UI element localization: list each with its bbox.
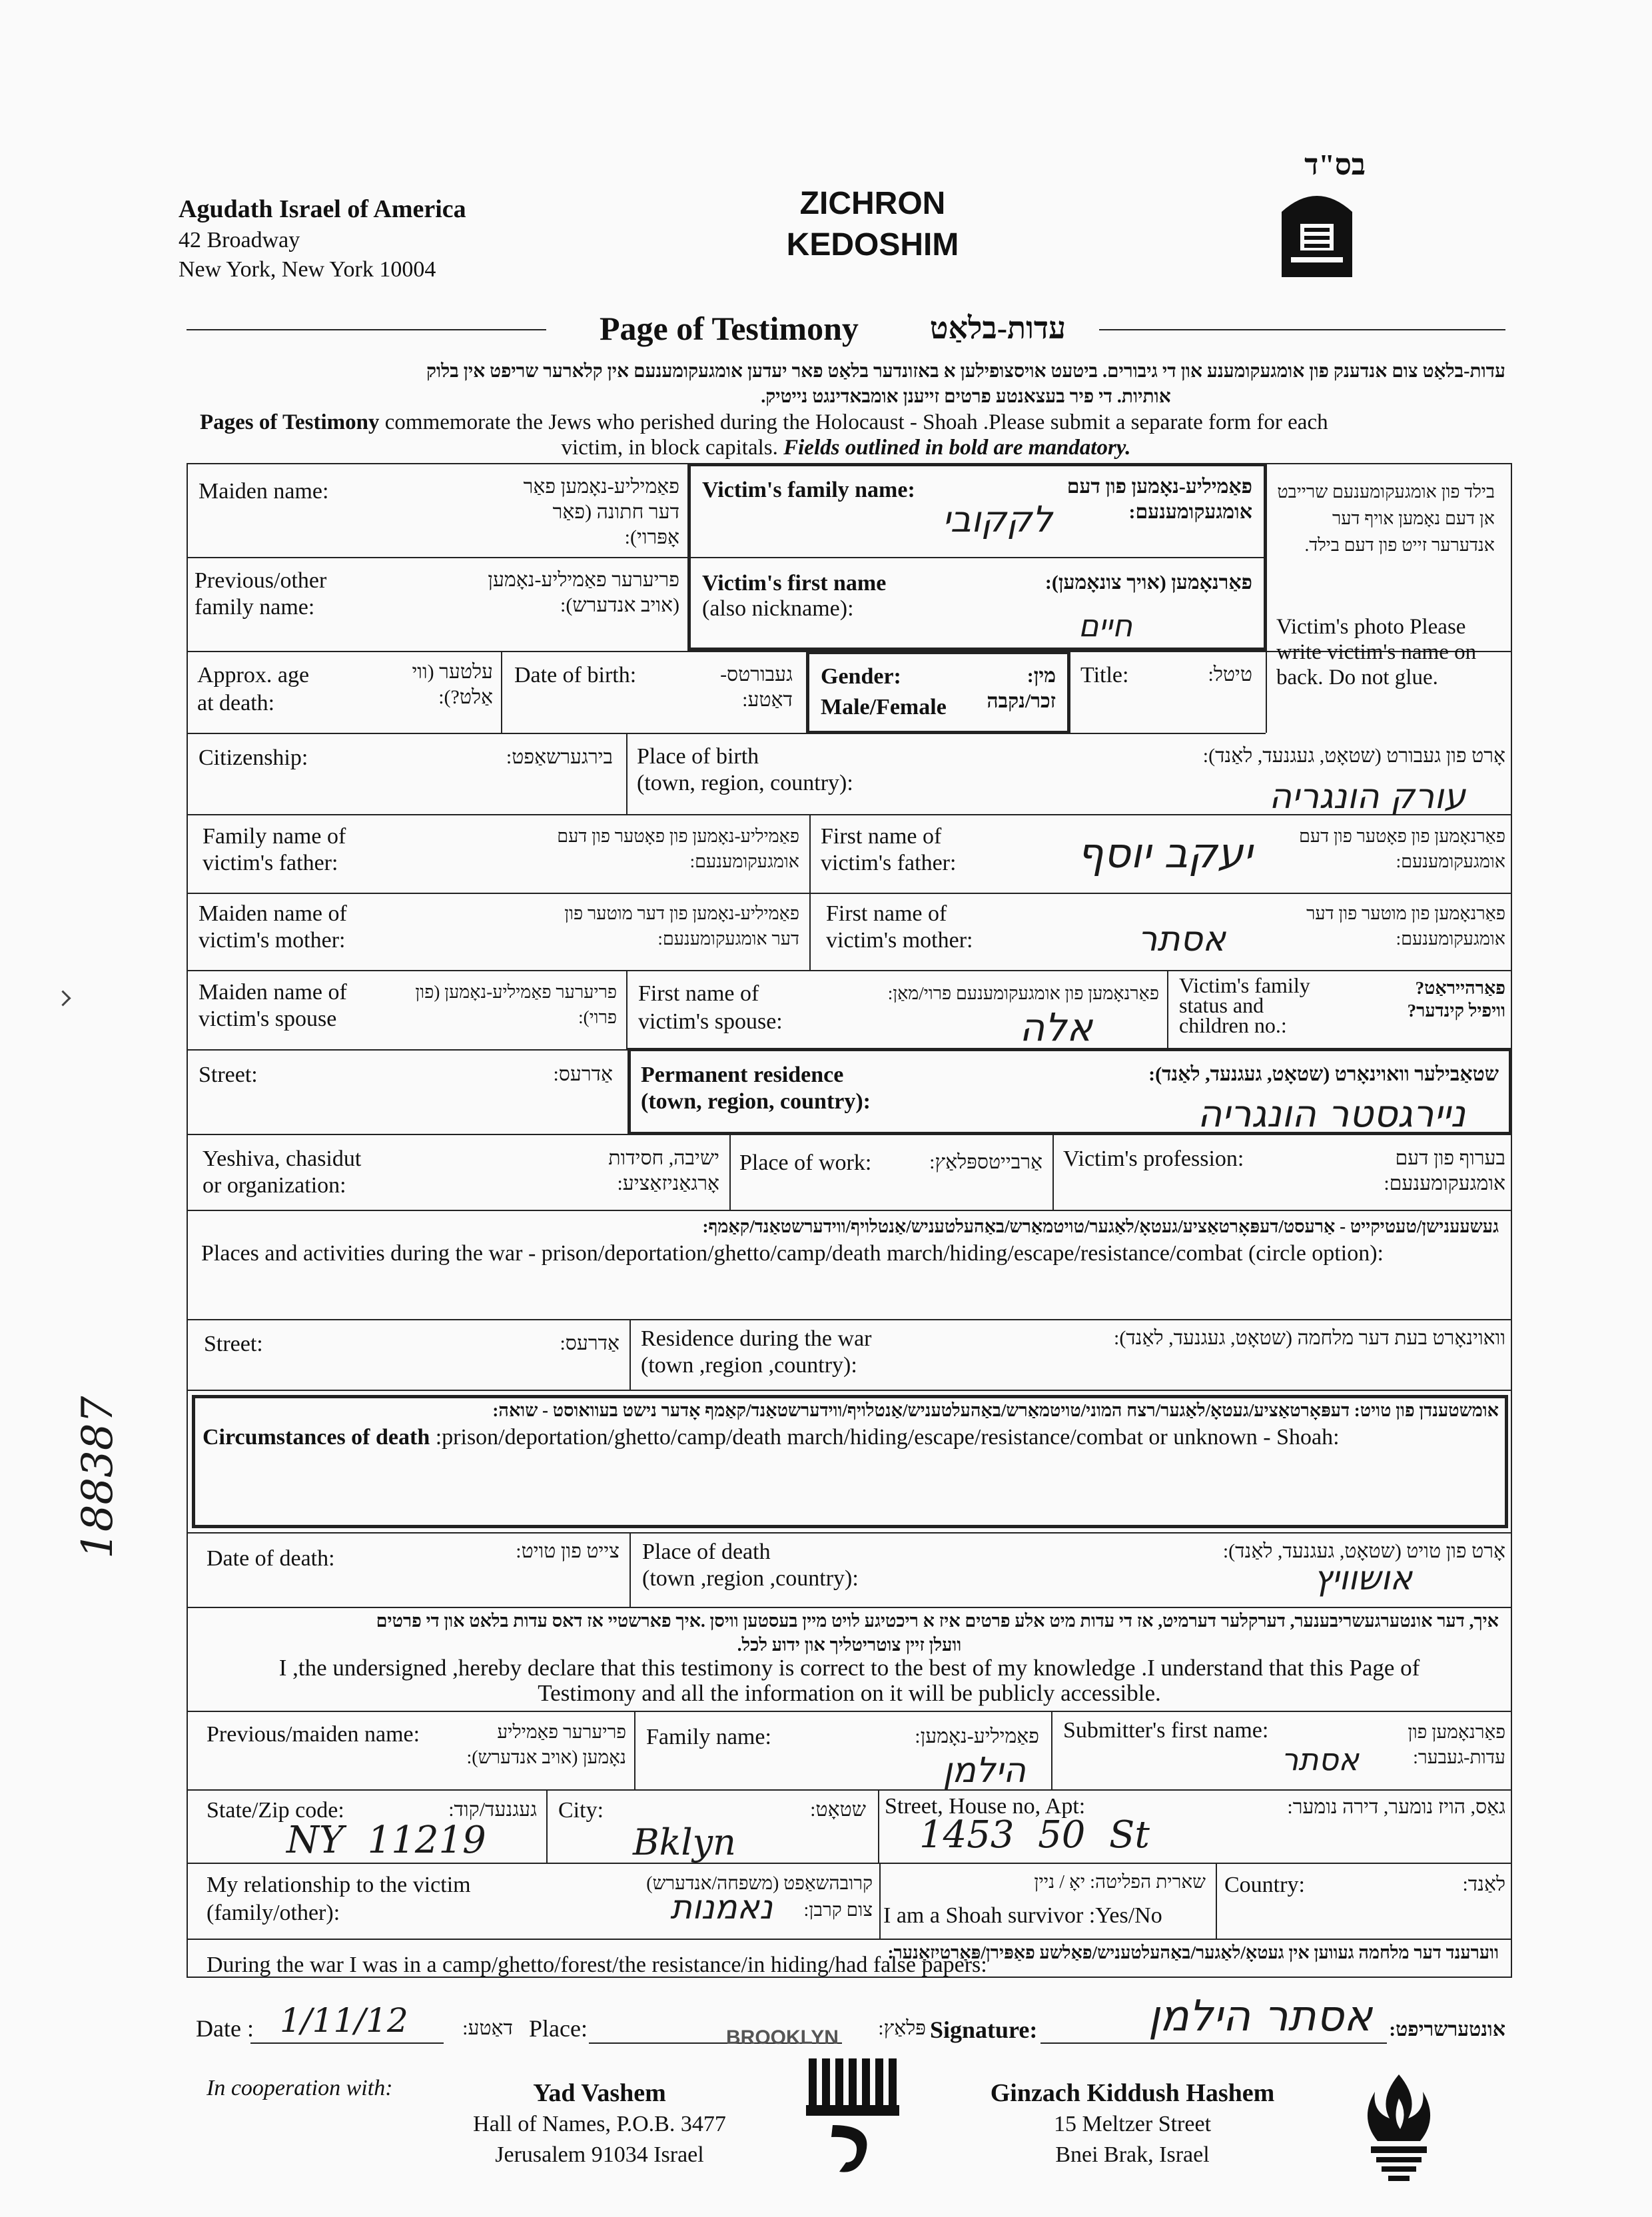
ginzach-flame-logo [1359, 2072, 1439, 2185]
row16-div-2 [878, 1789, 879, 1863]
victim-first-name-label-1: Victim's first name [702, 571, 887, 596]
intro-yiddish-1: עדות-בלאַט צום אנדענק פון אומגעקומענע און די גיבורים. ביטעט אויסצופילען א באזונדער בלאַט פאר יעדען אומגעקומענעם אין קלארער שריפט אין בלוק [426, 361, 1505, 382]
war-residence-label-2: (town ,region ,country): [641, 1353, 857, 1378]
place-death-label-2: (town ,region ,country): [642, 1566, 859, 1591]
citizenship-label: Citizenship: [199, 745, 308, 770]
place-of-birth-label-yi: אָרט פון געבורט (שטאָט, געגנעד, לאַנד): [1202, 745, 1505, 767]
age-label-yi: עלטער (ווי אַלט?): [412, 661, 493, 708]
signature-line [1040, 2042, 1387, 2044]
family-status-yi-2: וויפיל קינדער? [1407, 1001, 1505, 1021]
work-place-label-yi: אַרבייטספּלאַץ: [929, 1151, 1042, 1173]
city-label-yi: שטאָט: [810, 1799, 866, 1821]
family-status-yi-1: פאַרהייראַט? [1415, 978, 1505, 998]
row6-bottom [187, 970, 1512, 971]
previous-family-name-label-yi: פריערער פאַמיליע-נאָמען (אויב אנדערש): [488, 569, 679, 616]
row16-div-1 [546, 1789, 548, 1863]
row17-bottom [187, 1939, 1512, 1940]
father-family-label-yi: פאַמיליע-נאָמען פון פאָטער פון דעם אומגעקומענעם: [557, 826, 799, 871]
sub-street-label: Street, House no, Apt: [885, 1794, 1086, 1819]
date-value[interactable]: 1/11/12 [280, 2001, 408, 2040]
submitter-family-name-value[interactable]: הילמן [943, 1751, 1026, 1791]
perm-street-label-yi: אַדרעס: [553, 1063, 613, 1085]
margin-tick [55, 990, 71, 1006]
family-status-label [1179, 975, 1310, 1035]
survivor-label-yi: שארית הפליטה: יאָ / ניין [1034, 1872, 1206, 1893]
submitter-first-yi-1: פאַרנאָמען פון [1408, 1722, 1505, 1743]
victim-first-name-value[interactable]: חיים [1078, 608, 1132, 644]
country-label-yi: לאַנד: [1462, 1873, 1505, 1895]
dob-label: Date of birth: [514, 663, 637, 687]
declaration-en-2: Testimony and all the information on it will be publicly accessible. [538, 1680, 1161, 1706]
war-places-label: Places and activities during the war - prison/deportation/ghetto/camp/death march/hiding/escape/resistance/combat (circle option): [201, 1241, 1384, 1266]
ginzach-address-1: 15 Meltzer Street [1053, 2112, 1212, 2136]
row14-bottom [187, 1711, 1512, 1712]
row15-div-2 [1051, 1711, 1052, 1789]
title-label-yi: טיטל: [1208, 664, 1252, 685]
row5-div [809, 814, 811, 893]
relationship-label-1: My relationship to the victim [206, 1873, 471, 1897]
yad-vashem-name: Yad Vashem [533, 2079, 666, 2107]
org-name: Agudath Israel of America [179, 195, 466, 223]
war-places-label-yi: געשעענישן/טעטיקייט - אַרעסט/דעפּאָרטאַציע/געטאָ/לאַגער/טויטמאַרש/באַהעלטעניש/אַנטלויף/ווידערשטאַנד/קאַמף: [702, 1216, 1499, 1236]
city-value[interactable]: Bklyn [633, 1821, 736, 1863]
place-death-value[interactable]: אושוויץ [1314, 1559, 1412, 1597]
state-zip-label-yi: געגנעד/קוד: [448, 1799, 537, 1821]
father-first-label-2: victim's father: [821, 851, 957, 875]
page-title-yiddish: עדות-בלאַט [929, 311, 1066, 345]
row17-div-1 [879, 1863, 881, 1939]
perm-residence-label-2: (town, region, country): [641, 1089, 871, 1114]
date-death-label: Date of death: [206, 1546, 335, 1571]
gender-label-1: Gender: [821, 664, 901, 689]
during-war-label: During the war I was in a camp/ghetto/forest/the resistance/in hiding/had false papers: [206, 1953, 987, 1977]
submitter-first-name-label: Submitter's first name: [1063, 1718, 1269, 1743]
submitter-first-yi-2: עדות-געבער: [1413, 1747, 1505, 1768]
declaration-yi-2: וועלן זיין צוטריטליך און ידוע לכל. [737, 1635, 962, 1655]
family-status-label-3: children no.: [1179, 1013, 1287, 1037]
ginzach-address-2: Bnei Brak, Israel [1055, 2142, 1210, 2167]
age-label-2: at death: [197, 691, 275, 715]
gender-label-yi: מין: זכר/נקבה [987, 665, 1056, 712]
yad-vashem-address-2: Jerusalem 91034 Israel [495, 2142, 704, 2167]
row13-top [187, 1532, 1512, 1534]
row17-div-2 [1216, 1863, 1217, 1939]
yad-vashem-address-1: Hall of Names, P.O.B. 3477 [473, 2112, 726, 2136]
declaration-en-1: I ,the undersigned ,hereby declare that this testimony is correct to the best of my knowledge .I understand that this Page of [278, 1655, 1420, 1681]
perm-residence-label-yi: שטאַבילער וואוינאָרט (שטאָט, געגנעד, לאַנד): [1148, 1063, 1499, 1085]
place-label: Place: [529, 2015, 588, 2042]
mother-first-label-2: victim's mother: [826, 928, 973, 953]
declaration-yi-1: איך, דער אונטערגעשריבענער, דערקלער דערמיט, אז די עדות מיט אלע פרטים איז א ריכטיגע לויט מיין בעסטען וויסן .איך פארשטיי אז דאס עדות בלאט און די פרטים [376, 1611, 1499, 1631]
yeshiva-label-yi: ישיבה, חסידות אָרגאַניזאַציע: [608, 1147, 719, 1194]
survivor-label[interactable]: I am a Shoah survivor :Yes/No [883, 1903, 1162, 1928]
place-death-label-1: Place of death [642, 1540, 771, 1564]
mother-first-label-1: First name of [826, 901, 947, 926]
war-street-label: Street: [204, 1332, 263, 1356]
mother-first-value[interactable]: אסתר [1137, 919, 1226, 959]
photo-divider-2 [1266, 651, 1267, 733]
margin-archive-number: 188387 [73, 1396, 123, 1559]
state-zip-value[interactable]: NY 11219 [286, 1819, 486, 1862]
submitter-prev-yi-1: פריערער פאַמיליע [497, 1722, 626, 1743]
submitter-prev-name-label: Previous/maiden name: [206, 1722, 420, 1747]
date-label: Date : [196, 2015, 254, 2042]
mother-maiden-label-yi: פאַמיליע-נאָמען פון דער מוטער פון דער אומגעקומענעם: [564, 903, 799, 949]
work-place-label: Place of work: [739, 1150, 872, 1175]
dob-label-yi: געבורטס- דאַטע: [720, 664, 793, 711]
family-status-label-2: status and [1179, 993, 1264, 1017]
org-address-line-1: 42 Broadway [179, 228, 300, 252]
row9-bottom [187, 1210, 1512, 1211]
date-label-yi: דאַטע: [462, 2017, 513, 2039]
relationship-yi-1: קרובהשאַפט (משפחה/אנדערש) [646, 1873, 873, 1894]
war-residence-label-1: Residence during the war [641, 1326, 872, 1351]
row11-div [629, 1319, 631, 1390]
circumstances-label-yi: אומשטענדן פון טויט: דעפּאָרטאַציע/געטאָ/לאַגער/רצח המוני/טויטמאַרש/באַהעלטעניש/אַנטלויף/ווידערשטאַנד/קאַמף אָדער נישט בעוואוסט - שואה: [492, 1400, 1499, 1420]
profession-label: Victim's profession: [1063, 1146, 1244, 1171]
previous-family-name-label-2: family name: [195, 595, 315, 620]
place-of-birth-label-1: Place of birth [637, 744, 759, 769]
relationship-yi-2: צום קרבן: [803, 1900, 873, 1921]
father-first-label-yi: פאַרנאָמען פון פאָטער פון דעם אומגעקומענעם: [1299, 826, 1505, 871]
signature-value[interactable]: אסתר הילמן [1148, 1992, 1372, 2041]
submitter-first-name-label-yi [1372, 1720, 1505, 1771]
place-death-label-yi: אָרט פון טויט (שטאָט, געגנעד, לאַנד): [1222, 1540, 1505, 1562]
citizenship-label-yi: בירגערשאַפט: [506, 746, 613, 768]
title-rule-left [187, 329, 546, 330]
row15-bottom [187, 1789, 1512, 1791]
signature-label: Signature: [930, 2016, 1038, 2043]
date-line [250, 2042, 444, 2044]
program-title-2: KEDOSHIM [786, 227, 959, 262]
submitter-prev-yi-2: נאָמען (אויב אנדערש): [466, 1747, 626, 1768]
row7-div-2 [1167, 970, 1168, 1049]
date-death-label-yi: צייט פון טויט: [516, 1540, 620, 1562]
row16-bottom [187, 1863, 1512, 1864]
photo-instructions: Victim's photo Please write victim's name on back. Do not glue. [1276, 615, 1477, 689]
gender-label-2: Male/Female [821, 695, 947, 719]
intro-mandatory: Fields outlined in bold are mandatory. [783, 436, 1131, 460]
title-label: Title: [1080, 663, 1129, 687]
spouse-first-label-yi: פאַרנאָמען פון אומגעקומענעם פרוי/מאַן: [887, 983, 1159, 1003]
row7-div-1 [626, 970, 627, 1049]
spouse-first-label-2: victim's spouse: [638, 1009, 783, 1034]
family-status-label-1: Victim's family [1179, 973, 1310, 997]
mother-maiden-label-1: Maiden name of [199, 901, 347, 926]
sub-street-label-yi: גאַס, הויז נומער, דירה נומער: [1287, 1796, 1505, 1818]
row10-bottom [187, 1319, 1512, 1320]
war-residence-label-yi: וואוינאָרט בעת דער מלחמה (שטאָט, געגנעד, לאַנד): [1114, 1327, 1505, 1349]
intro-text-2: victim, in block capitals. [561, 436, 784, 460]
father-family-label-1: Family name of [203, 824, 346, 849]
photo-instructions-yi: בילד פון אומגעקומענעם שרייבט אן דעם נאָמען אויף דער אנדערער זייט פון דעם בילד. [1277, 482, 1495, 555]
previous-family-name-label-1: Previous/other [195, 568, 327, 593]
victim-family-name-value[interactable]: לקקובי [942, 498, 1052, 540]
perm-street-label: Street: [199, 1063, 258, 1087]
maiden-name-label: Maiden name: [199, 479, 329, 504]
row9-div-2 [1052, 1134, 1054, 1210]
father-family-label-2: victim's father: [203, 851, 338, 875]
spouse-maiden-label-1: Maiden name of [199, 980, 347, 1005]
war-street-label-yi: אַדרעס: [560, 1332, 620, 1354]
relationship-value[interactable]: נאמנות [670, 1888, 773, 1927]
program-title-1: ZICHRON [799, 186, 946, 221]
ginzach-name: Ginzach Kiddush Hashem [990, 2079, 1275, 2107]
father-first-value[interactable]: יעקב יוסף [1077, 829, 1252, 877]
bsd-mark: בס"ד [1304, 149, 1366, 181]
submitter-first-name-value[interactable]: אסתר [1281, 1741, 1359, 1777]
row9-div-1 [729, 1134, 731, 1210]
family-status-label-yi [1386, 977, 1505, 1022]
org-address-line-2: New York, New York 10004 [179, 257, 436, 282]
perm-residence-label-1: Permanent residence [641, 1063, 844, 1087]
row15-div-1 [634, 1711, 635, 1789]
row11-bottom [187, 1390, 1512, 1391]
sub-street-value[interactable]: 1453 50 St [919, 1813, 1150, 1857]
victim-first-name-label-yi: פאַרנאָמען (אויך צונאָמען): [1044, 572, 1252, 594]
intro-english-1 [200, 410, 1492, 435]
spouse-maiden-label-2: victim's spouse [199, 1007, 337, 1031]
agudath-logo [1278, 185, 1356, 278]
place-of-birth-value[interactable]: עורק הונגריה [1269, 777, 1465, 817]
maiden-name-label-yi: פאַמיליע-נאָמען פאַר דער חתונה (פאַר אָפּרוי): [523, 476, 679, 548]
row13-div [629, 1532, 631, 1607]
place-label-yi: פּלאַץ: [878, 2017, 926, 2039]
yeshiva-label-1: Yeshiva, chasidut [203, 1146, 362, 1171]
yeshiva-label-2: or organization: [203, 1173, 346, 1198]
mother-first-label-yi: פאַרנאָמען פון מוטער פון דער אומגעקומענעם: [1306, 903, 1505, 949]
state-zip-label: State/Zip code: [206, 1798, 344, 1823]
intro-text: commemorate the Jews who perished during the Holocaust - Shoah .Please submit a separate form for each [379, 410, 1328, 434]
victim-family-name-label: Victim's family name: [702, 478, 915, 502]
father-first-label-1: First name of [821, 824, 942, 849]
circumstances-label [203, 1424, 1340, 1451]
intro-bold: Pages of Testimony [200, 410, 380, 434]
submitter-family-name-label: Family name: [646, 1725, 771, 1749]
row6-div [809, 893, 811, 970]
row13-bottom [187, 1607, 1512, 1608]
circumstances-text: :prison/deportation/ghetto/camp/death march/hiding/escape/resistance/combat or unknown - Shoah: [430, 1425, 1340, 1450]
page-title: Page of Testimony [600, 310, 859, 347]
spouse-first-value[interactable]: אלה [1019, 1005, 1092, 1050]
spouse-first-label-1: First name of [638, 981, 759, 1006]
perm-residence-value[interactable]: ניירגסטר הונגריה [1197, 1093, 1465, 1136]
intro-english-2 [200, 436, 1492, 460]
row4-div [626, 733, 627, 814]
victim-first-name-label-2: (also nickname): [702, 596, 854, 621]
place-stamp: BROOKLYN [726, 2026, 839, 2048]
circumstances-bold: Circumstances of death [203, 1425, 430, 1450]
intro-yiddish-2: אותיות. די פיר בעצאנטע פרטים זייענן אומבאדינגט נייטיק. [761, 386, 1171, 407]
row3-bottom [187, 733, 1266, 734]
yad-vashem-logo [799, 2052, 906, 2178]
signature-label-yi: אונטערשריפט: [1389, 2018, 1505, 2040]
country-label: Country: [1224, 1873, 1305, 1897]
age-label-1: Approx. age [197, 663, 310, 687]
submitter-prev-name-label-yi [400, 1720, 626, 1771]
cooperation-label: In cooperation with: [206, 2076, 393, 2100]
place-of-birth-label-2: (town, region, country): [637, 771, 853, 795]
row3-div-1 [501, 651, 502, 733]
city-label: City: [558, 1798, 604, 1823]
title-rule-right [1099, 329, 1505, 330]
relationship-label-2: (family/other): [206, 1901, 340, 1925]
spouse-maiden-label-yi: פריערער פאַמיליע-נאָמען (פון פרוי): [415, 982, 617, 1027]
victim-family-name-label-yi: פאַמיליע-נאָמען פון דעם אומגעקומענעם: [1066, 476, 1252, 523]
during-war-label-yi: ווערענד דער מלחמה געווען אין געטאָ/לאַגער/באַהעלטעניש/פאַלשע פאַפּירן/פּאַרטיזאַנער: [887, 1943, 1499, 1963]
row5-bottom [187, 893, 1512, 894]
submitter-family-name-label-yi: פאַמיליע-נאָמען: [915, 1725, 1039, 1747]
profession-label-yi: בערוף פון דעם אומגעקומענעם: [1384, 1147, 1505, 1194]
mother-maiden-label-2: victim's mother: [199, 928, 346, 953]
